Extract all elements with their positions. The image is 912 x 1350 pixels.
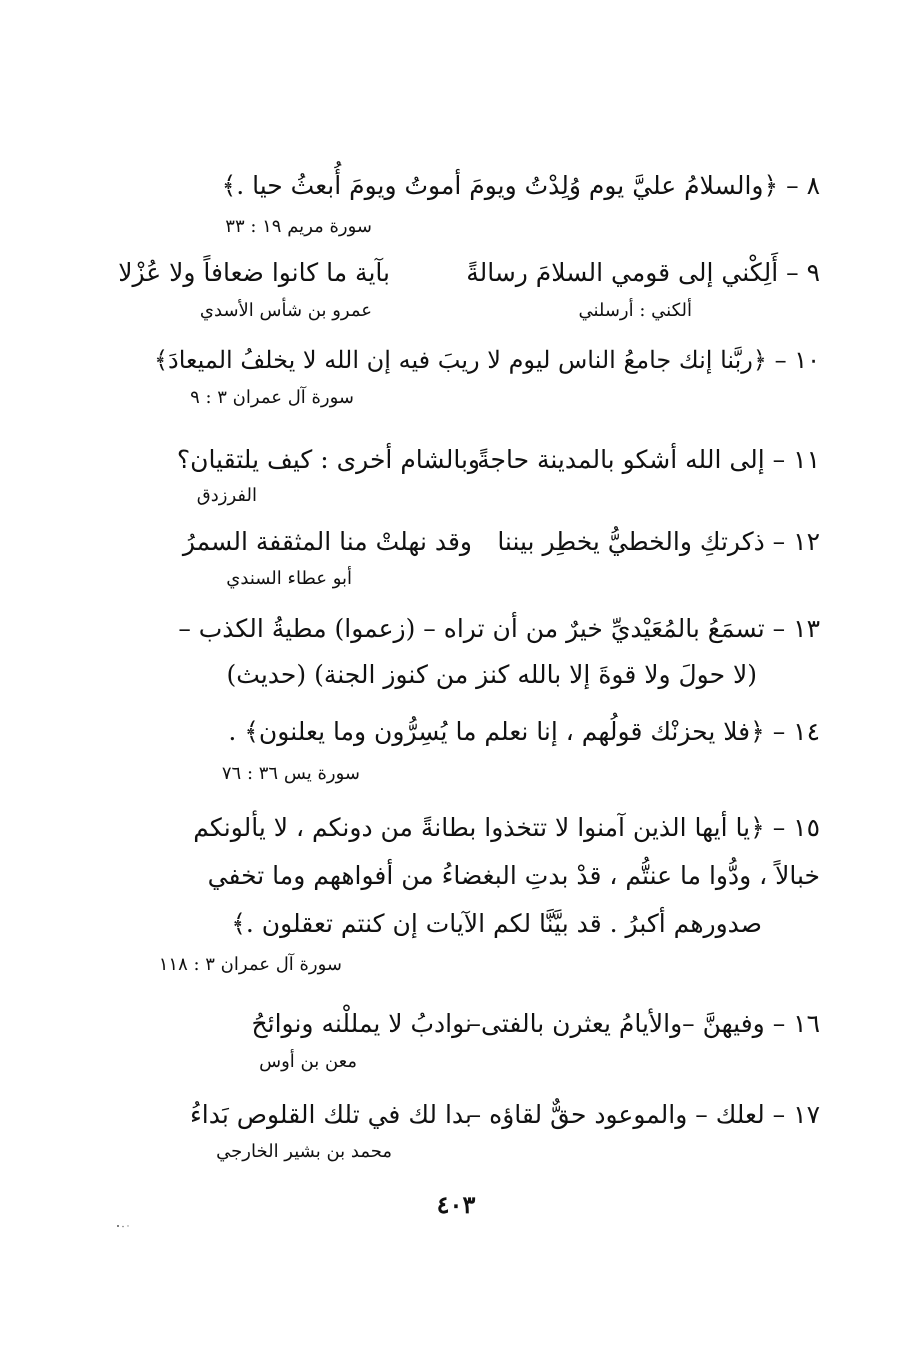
scan-speck bbox=[116, 1224, 134, 1228]
entry-15-line-2: خبالاً ، ودُّوا ما عنتُّم ، قدْ بدتِ البغضاءُ من أفواههم وما تخفي bbox=[207, 861, 820, 890]
entry-9-note: ألكني : أرسلني bbox=[578, 300, 692, 321]
entry-10-source: سورة آل عمران ٣ : ٩ bbox=[190, 387, 354, 408]
entry-11-second-hemistich: وبالشام أخرى : كيف يلتقيان؟ bbox=[176, 445, 480, 474]
entry-12-poet: أبو عطاء السندي bbox=[226, 568, 352, 589]
entry-16-first-hemistich: ١٦ – وفيهنَّ –والأيامُ يعثرن بالفتى– bbox=[468, 1009, 820, 1038]
entry-13-line-1: ١٣ – تسمَعُ بالمُعَيْديِّ خيرٌ من أن تراه – (زعموا) مطيةُ الكذب – bbox=[178, 614, 820, 643]
entry-15-line-3: صدورهم أكبرُ . قد بيَّنَّا لكم الآيات إن كنتم تعقلون .﴾ bbox=[231, 909, 762, 938]
entry-9-second-hemistich: بآية ما كانوا ضعافاً ولا عُزْلا bbox=[118, 258, 390, 287]
entry-17-poet: محمد بن بشير الخارجي bbox=[216, 1141, 392, 1162]
entry-17-second-hemistich: بدا لك في تلك القلوص بَداءُ bbox=[190, 1100, 472, 1129]
entry-16-second-hemistich: نوادبُ لا يمللْنه ونوائحُ bbox=[251, 1009, 472, 1038]
entry-8-source: سورة مريم ١٩ : ٣٣ bbox=[225, 216, 372, 237]
entry-16-poet: معن بن أوس bbox=[259, 1051, 357, 1072]
entry-15-source: سورة آل عمران ٣ : ١١٨ bbox=[158, 954, 342, 975]
entry-17-first-hemistich: ١٧ – لعلك – والموعود حقٌّ لقاؤه – bbox=[468, 1100, 820, 1129]
entry-15-line-1: ١٥ – ﴿يا أيها الذين آمنوا لا تتخذوا بطانةً من دونكم ، لا يألونكم bbox=[193, 813, 820, 842]
entry-14-source: سورة يس ٣٦ : ٧٦ bbox=[221, 763, 360, 784]
entry-9-poet: عمرو بن شأس الأسدي bbox=[199, 300, 372, 321]
entry-9-first-hemistich: ٩ – أَلِكْني إلى قومي السلامَ رسالةً bbox=[466, 258, 820, 287]
entry-14-verse: ١٤ – ﴿فلا يحزنْك قولُهم ، إنا نعلم ما يُسِرُّون وما يعلنون﴾ . bbox=[228, 717, 820, 746]
entry-12-second-hemistich: وقد نهلتْ منا المثقفة السمرُ bbox=[182, 527, 472, 556]
entry-8-verse: ٨ – ﴿والسلامُ عليَّ يوم وُلِدْتُ ويومَ أموتُ ويومَ أُبعثُ حيا .﴾ bbox=[221, 171, 820, 200]
entry-13-line-2: (لا حولَ ولا قوةَ إلا بالله كنز من كنوز الجنة) (حديث) bbox=[226, 660, 757, 689]
entry-11-poet: الفرزدق bbox=[196, 485, 257, 506]
page-number: ٤٠٣ bbox=[436, 1190, 476, 1219]
entry-10-verse: ١٠ – ﴿ربَّنا إنك جامعُ الناس ليوم لا ريبَ فيه إن الله لا يخلفُ الميعادَ﴾ bbox=[153, 346, 820, 374]
entry-12-first-hemistich: ١٢ – ذكرتكِ والخطيُّ يخطِر بيننا bbox=[497, 527, 820, 556]
entry-11-first-hemistich: ١١ – إلى الله أشكو بالمدينة حاجةً bbox=[477, 445, 820, 474]
